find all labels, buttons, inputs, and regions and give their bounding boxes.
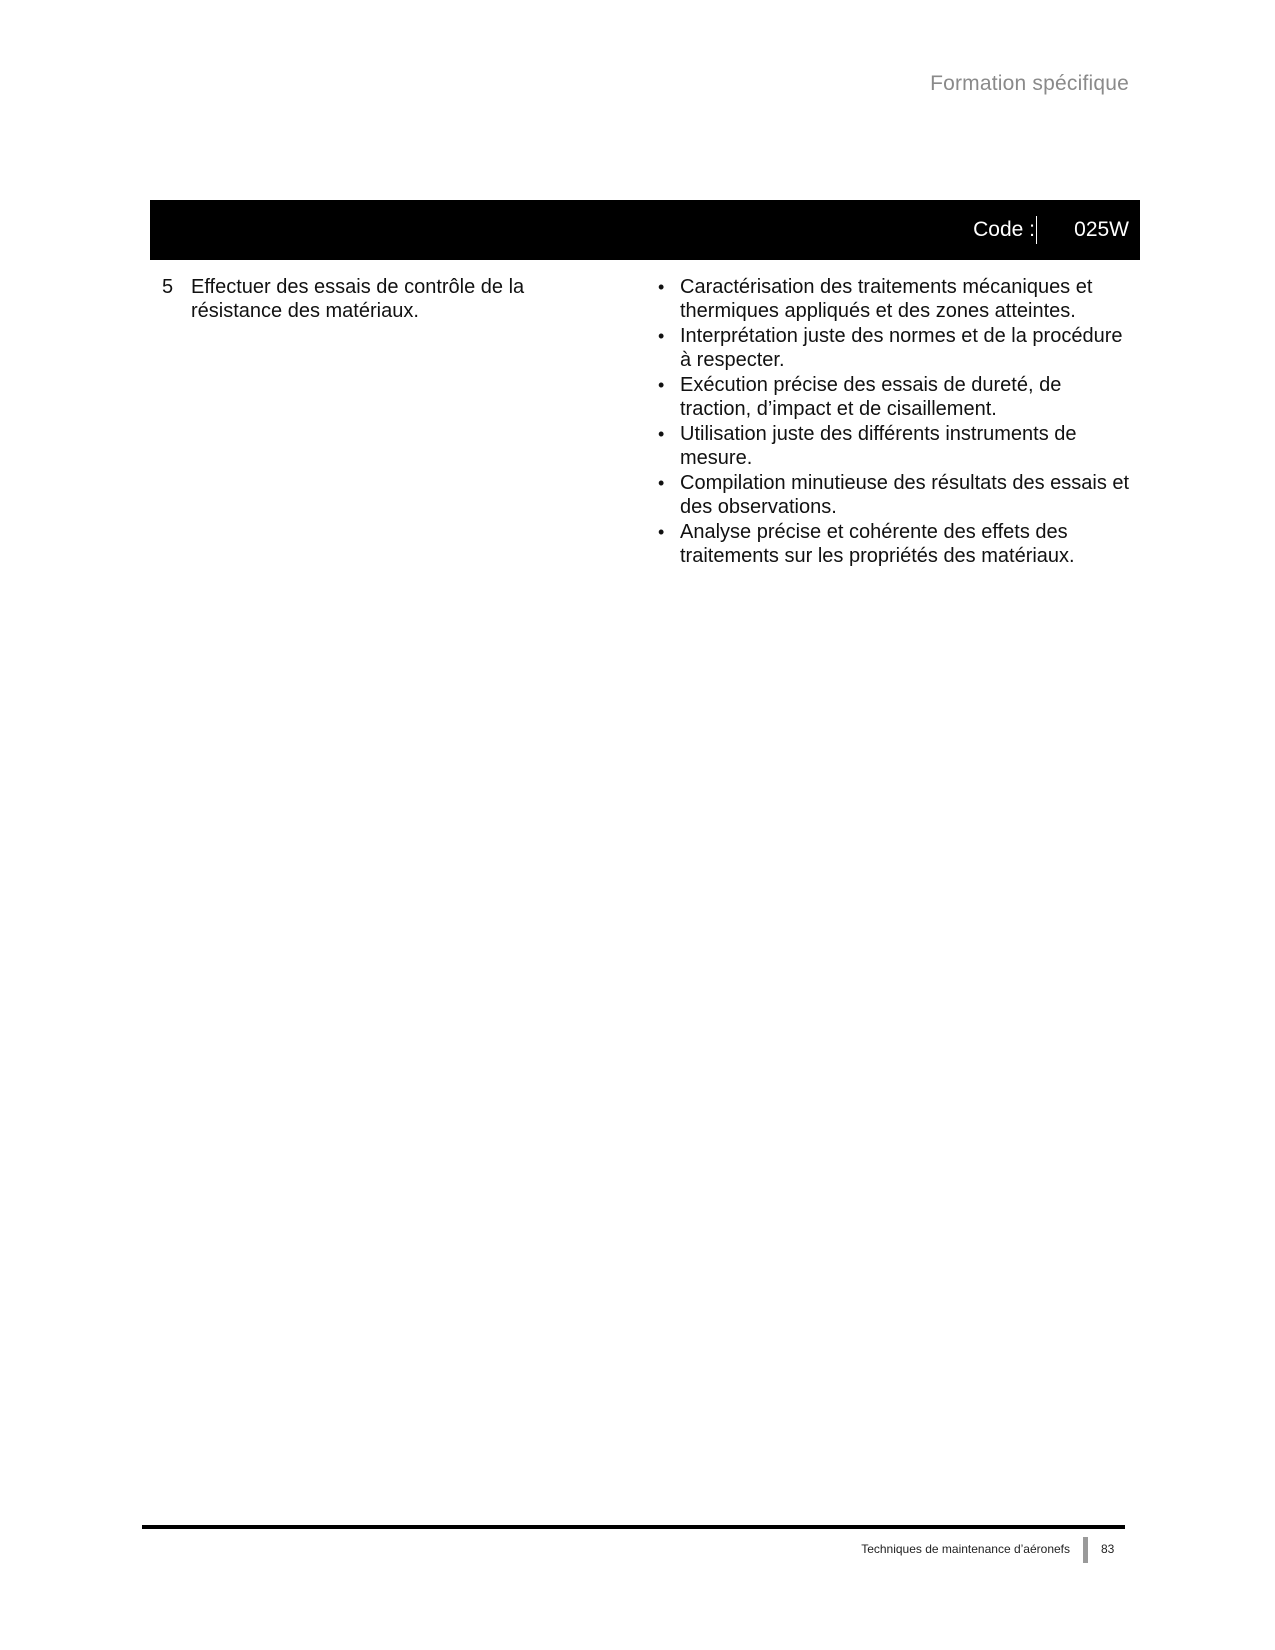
criteria-item [658, 373, 1134, 421]
bullet-icon: • [658, 277, 665, 297]
footer-title: Techniques de maintenance d’aéronefs [861, 1542, 1070, 1556]
criteria-text: Caractérisation des traitements mécaniques et thermiques appliqués et des zones atteintes. [680, 276, 1093, 322]
criteria-item [658, 275, 1134, 323]
criteria-text: Exécution précise des essais de dureté, de traction, d’impact et de cisaillement. [680, 374, 1062, 420]
criteria-item [658, 422, 1134, 470]
bullet-icon: • [658, 522, 665, 542]
code-bar [150, 200, 1140, 260]
footer-rule [142, 1525, 1125, 1529]
criteria-list [658, 275, 1134, 569]
page-header-title: Formation spécifique [930, 72, 1129, 95]
criteria-item [658, 520, 1134, 568]
criteria-text: Analyse précise et cohérente des effets des traitements sur les propriétés des matériaux. [680, 521, 1075, 567]
criteria-item [658, 471, 1134, 519]
code-divider [1036, 216, 1037, 244]
objective-number: 5 [162, 276, 174, 298]
objective-text: Effectuer des essais de contrôle de la résistance des matériaux. [191, 276, 525, 322]
bullet-icon: • [658, 424, 665, 444]
bullet-icon: • [658, 326, 665, 346]
criteria-text: Compilation minutieuse des résultats des essais et des observations. [680, 472, 1130, 518]
bullet-icon: • [658, 473, 665, 493]
code-value: 025W [1074, 218, 1129, 241]
criteria-text: Utilisation juste des différents instruments de mesure. [680, 423, 1077, 469]
footer-separator [1083, 1537, 1088, 1563]
criteria-text: Interprétation juste des normes et de la procédure à respecter. [680, 325, 1123, 371]
bullet-icon: • [658, 375, 665, 395]
page-number: 83 [1101, 1542, 1115, 1556]
criteria-item [658, 324, 1134, 372]
code-label: Code : [973, 218, 1035, 241]
